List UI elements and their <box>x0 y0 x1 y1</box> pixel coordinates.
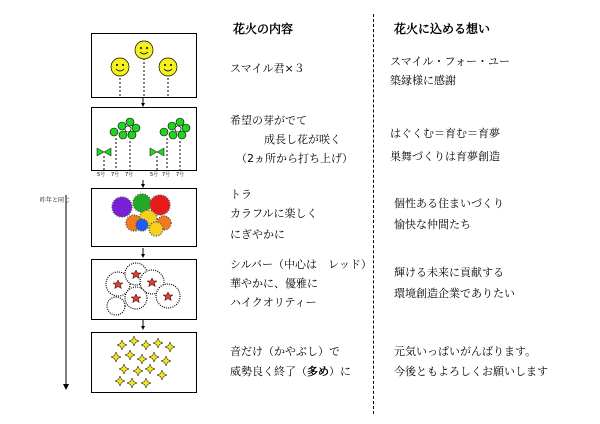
sparkle-icon <box>141 378 151 388</box>
content-2-line-1: 希望の芽がでて <box>230 114 307 127</box>
smiley-icon <box>111 58 129 97</box>
sparkle-icon <box>153 338 163 348</box>
frame-smiley <box>91 33 197 98</box>
side-label: 昨年と同じ <box>40 197 71 204</box>
sparkle-icon <box>119 364 129 374</box>
flower-icon <box>160 118 190 139</box>
silver-burst-icon <box>107 297 125 315</box>
content-5-line-1: 音だけ（かやぶし）で <box>230 345 340 358</box>
content-3-line-1: トラ <box>230 188 252 201</box>
sparkle-icon <box>125 350 135 360</box>
thoughts-4-line-2: 環境創造企業でありたい <box>394 287 515 300</box>
sparkle-icon <box>161 356 171 366</box>
burst-icon <box>133 194 151 212</box>
frame-tora <box>91 188 197 247</box>
thoughts-header: 花火に込める想い <box>394 22 491 36</box>
thoughts-4-line-1: 輝ける未来に貢献する <box>394 266 504 279</box>
flower-icon <box>110 118 140 139</box>
sparkle-icon <box>145 364 155 374</box>
shot-label: 5号 <box>97 172 106 178</box>
content-4-line-1: シルバー（中心は レッド） <box>230 258 372 271</box>
sparkle-icon <box>157 370 167 380</box>
content-1-line-1: スマイル君×３ <box>230 62 305 75</box>
bud-icon <box>97 148 111 156</box>
burst-icon <box>149 222 163 236</box>
content-2-line-3: （2ヵ所から打ち上げ） <box>236 152 353 165</box>
smiley-icon <box>135 41 153 97</box>
sparkle-icon <box>141 340 151 350</box>
frame-sparkle <box>91 332 197 393</box>
burst-icon <box>112 197 132 217</box>
thoughts-2-line-2: 巣舞づくりは育夢創造 <box>390 150 500 163</box>
content-5-line-2: 威勢良く終了（多め）に <box>230 365 351 378</box>
thoughts-3-line-2: 愉快な仲間たち <box>394 218 471 231</box>
shot-label: 7号 <box>125 172 134 178</box>
thoughts-3-line-1: 個性ある住まいづくり <box>394 197 504 210</box>
content-3-line-3: にぎやかに <box>230 228 285 241</box>
content-3-line-2: カラフルに楽しく <box>230 207 318 220</box>
content-4-line-3: ハイクオリティー <box>230 296 317 309</box>
smiley-icon <box>159 58 177 97</box>
thoughts-1-line-1: スマイル・フォー・ユー <box>390 55 511 68</box>
sparkle-icon <box>137 354 147 364</box>
sparkle-icon <box>129 336 139 346</box>
thoughts-5-line-2: 今後ともよろしくお願いします <box>394 365 548 378</box>
burst-icon <box>136 219 148 231</box>
shot-label: 7号 <box>111 172 120 178</box>
sparkle-icon <box>111 352 121 362</box>
sparkle-icon <box>149 352 159 362</box>
sparkle-icon <box>127 378 137 388</box>
frame-silver <box>91 259 197 320</box>
shot-label: 7号 <box>176 172 185 178</box>
sparkle-icon <box>165 342 175 352</box>
sparkle-icon <box>117 340 127 350</box>
shot-label: 7号 <box>162 172 171 178</box>
content-2-line-2: 成長し花が咲く <box>264 133 341 146</box>
frame-bud-flower <box>91 107 197 171</box>
bud-icon <box>150 148 164 156</box>
thoughts-2-line-1: はぐくむ＝育む＝育夢 <box>390 127 500 140</box>
shot-label: 5号 <box>150 172 159 178</box>
thoughts-1-line-2: 築縁様に感謝 <box>390 74 456 87</box>
sparkle-icon <box>115 376 125 386</box>
sparkle-icon <box>133 366 143 376</box>
content-header: 花火の内容 <box>233 22 294 36</box>
thoughts-5-line-1: 元気いっぱいがんばります。 <box>394 345 537 358</box>
content-4-line-2: 華やかに、優雅に <box>230 277 318 290</box>
